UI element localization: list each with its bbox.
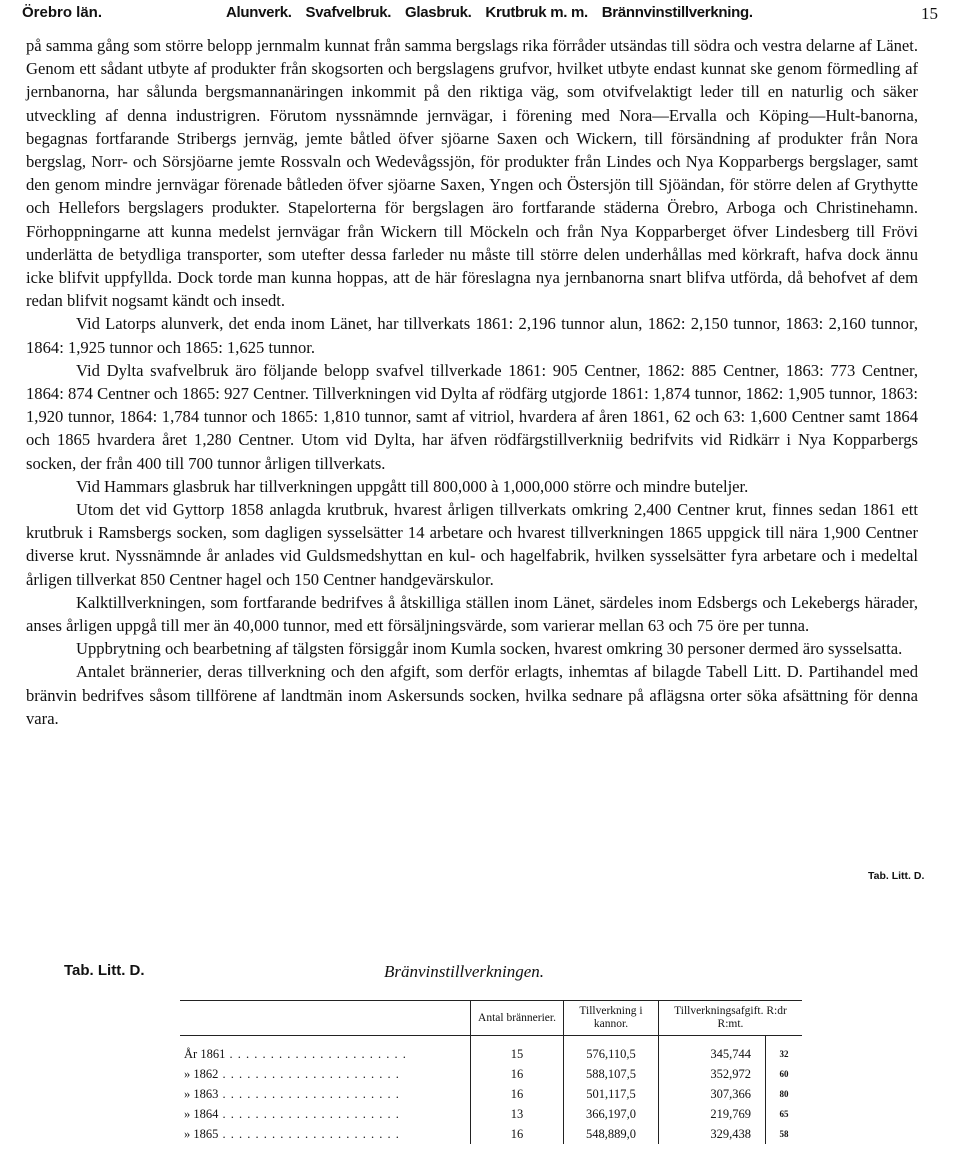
table-header-blank bbox=[180, 1001, 471, 1036]
paragraph: Vid Hammars glasbruk har tillverkningen uppgått till 800,000 à 1,000,000 större och mindre buteljer. bbox=[76, 476, 749, 496]
kannor-cell: 548,889,0 bbox=[564, 1124, 659, 1144]
table-header-row bbox=[180, 1001, 802, 1036]
rmt-cell: 60 bbox=[766, 1064, 803, 1084]
year-cell: » 1863 . . . . . . . . . . . . . . . . . . . . . . bbox=[184, 1086, 400, 1101]
paragraph: Uppbrytning och bearbetning af tälgsten försiggår inom Kumla socken, hvarest omkring 30 personer dermed äro sysselsatta. bbox=[76, 639, 903, 659]
antal-cell: 13 bbox=[471, 1104, 564, 1124]
paragraph: Utom det vid Gyttorp 1858 anlagda krutbruk, hvarest årligen tillverkats omkring 2,400 Centner krut, finnes sedan 1861 ett krutbruk i Ramsbergs socken, som dagligen sysselsätter 14 arbetare och hvarest tillverkningen 1865 uppgick till nära 1,900 Centner diverse krut. Nyssnämnde år anlades vid Guldsmedshyttan en kul- och hagelfabrik, hvilken sysselsätter fyra arbetare och i medeltal årligen tillverkat 850 Centner hagel och 150 Centner handgevärskulor. bbox=[26, 500, 918, 589]
rmt-cell: 58 bbox=[766, 1124, 803, 1144]
table-row bbox=[180, 1044, 802, 1064]
antal-cell: 15 bbox=[471, 1044, 564, 1064]
paragraph: Kalktillverkningen, som fortfarande bedrifves å åtskilliga ställen inom Länet, särdeles inom Edsbergs och Lekebergs härader, anses årligen uppgå till mer än 40,000 tunnor, med ett försäljningsvärde, som varierar mellan 63 och 75 öre per tunna. bbox=[26, 592, 918, 636]
header-topic: Glasbruk. bbox=[405, 4, 472, 21]
rmt-cell: 32 bbox=[766, 1044, 803, 1064]
kannor-cell: 588,107,5 bbox=[564, 1064, 659, 1084]
year-cell: » 1862 . . . . . . . . . . . . . . . . . . . . . . bbox=[184, 1066, 400, 1081]
column-header: Tillverkning i kannor. bbox=[564, 1001, 659, 1036]
table-row bbox=[180, 1064, 802, 1084]
antal-cell: 16 bbox=[471, 1064, 564, 1084]
table-label: Tab. Litt. D. bbox=[64, 962, 145, 979]
header-topic: Krutbruk m. m. bbox=[485, 4, 588, 21]
year-cell: » 1865 . . . . . . . . . . . . . . . . . . . . . . bbox=[184, 1126, 400, 1141]
rdr-cell: 345,744 bbox=[659, 1044, 766, 1064]
rmt-cell: 80 bbox=[766, 1084, 803, 1104]
header-topics bbox=[226, 4, 763, 21]
paragraph: Antalet brännerier, deras tillverkning och den afgift, som derför erlagts, inhemtas af bilagde Tabell Litt. D. Partihandel med bränvin bedrifves såsom tillförene af landtmän inom Askersunds socken, hvilka sednare på aflägsna orter söka afsättning för denna vara. bbox=[26, 662, 918, 728]
paragraph: Vid Dylta svafvelbruk äro följande belopp svafvel tillverkade 1861: 905 Centner, 1862: 885 Centner, 1863: 773 Centner, 1864: 874 Centner och 1865: 927 Centner. Tillverkningen vid Dylta af rödfärg utgjorde 1861: 1,874 tunnor, 1862: 1,905 tunnor, 1863: 1,920 tunnor, 1864: 1,784 tunnor och 1865: 1,810 tunnor, samt af vitriol, hvardera af åren 1861, 62 och 63: 1,600 Centner samt 1864 och 1865 hvardera året 1,280 Centner. Utom vid Dylta, har äfven rödfärgstillverkniig bedrifvits vid Ridkärr i Nya Kopparbergs socken, der från 400 till 700 tunnor årligen tillverkats. bbox=[26, 360, 918, 473]
table-row bbox=[180, 1124, 802, 1144]
rdr-cell: 352,972 bbox=[659, 1064, 766, 1084]
rdr-cell: 219,769 bbox=[659, 1104, 766, 1124]
header-topic: Alunverk. bbox=[226, 4, 292, 21]
table-title: Bränvinstillverkningen. bbox=[384, 962, 545, 981]
header-region: Örebro län. bbox=[22, 4, 103, 21]
column-header: Tillverkningsafgift. R:dr R:mt. bbox=[659, 1001, 803, 1036]
kannor-cell: 576,110,5 bbox=[564, 1044, 659, 1064]
antal-cell: 16 bbox=[471, 1124, 564, 1144]
header-topic: Brännvinstillverkning. bbox=[601, 4, 753, 21]
year-cell: År 1861 . . . . . . . . . . . . . . . . . . . . . . bbox=[184, 1046, 407, 1061]
year-cell: » 1864 . . . . . . . . . . . . . . . . . . . . . . bbox=[184, 1106, 400, 1121]
margin-note: Tab. Litt. D. bbox=[868, 870, 925, 882]
rmt-cell: 65 bbox=[766, 1104, 803, 1124]
table-row bbox=[180, 1104, 802, 1124]
table-heading bbox=[64, 962, 944, 988]
page-number: 15 bbox=[921, 4, 938, 23]
kannor-cell: 501,117,5 bbox=[564, 1084, 659, 1104]
table-row bbox=[180, 1084, 802, 1104]
running-header bbox=[22, 4, 942, 26]
antal-cell: 16 bbox=[471, 1084, 564, 1104]
kannor-cell: 366,197,0 bbox=[564, 1104, 659, 1124]
paragraph: på samma gång som större belopp jernmalm kunnat från samma bergslags rika förråder utsändas till södra och vestra delarne af Länet. Genom ett sådant utbyte af produkter från skogsorten och bergslagens grufvor, hvilket utbyte endast kunnat ske genom förmedling af jernbanorna, har sålunda bergsmannanäringen inkommit på den riktiga väg, som otvifvelaktigt leder till en naturlig och säker utveckling af denna industrigren. Förutom nyssnämnde jernvägar, i förening med Nora—Ervalla och Köping—Hult-banorna, begagnas fortfarande Stribergs jernväg, jemte båtled öfver sjöarne Saxen och Wickern, till försändning af produkter från Nora bergslag, Norr- och Sörsjöarne jemte Rossvaln och Wedevågssjön, för produkter från Lindes och Nya Kopparbergs bergslager, samt den genom mindre jernvägar förenade båtleden öfver sjöarne Saxen, Yngen och Östersjön till Sjöändan, för större delen af Grythytte och Hellefors bergslagers produkter. Stapelorterna för bergslagen äro fortfarande städerna Örebro, Arboga och Christinehamn. Förhoppningarne att kunna medelst jernvägar från Wickern till Möckeln och från Nya Kopparberget öfver Lindesberg till Frövi underlätta de betydliga transporter, som utefter dessa farleder nu måste till större delen underhållas med körkraft, hafva dock ännu icke blifvit uppfyllda. Dock torde man kunna hoppas, att de här föreslagna nya jernbanorna snart blifva utförda, då behofvet af dem redan blifvit nogsamt kändt och insedt. bbox=[26, 36, 918, 311]
distillery-table bbox=[180, 1000, 802, 1144]
rdr-cell: 329,438 bbox=[659, 1124, 766, 1144]
body-text bbox=[26, 34, 918, 730]
paragraph: Vid Latorps alunverk, det enda inom Länet, har tillverkats 1861: 2,196 tunnor alun, 1862: 2,150 tunnor, 1863: 2,160 tunnor, 1864: 1,925 tunnor och 1865: 1,625 tunnor. bbox=[26, 314, 918, 357]
column-header: Antal brännerier. bbox=[471, 1001, 564, 1036]
header-topic: Svafvelbruk. bbox=[305, 4, 392, 21]
rdr-cell: 307,366 bbox=[659, 1084, 766, 1104]
